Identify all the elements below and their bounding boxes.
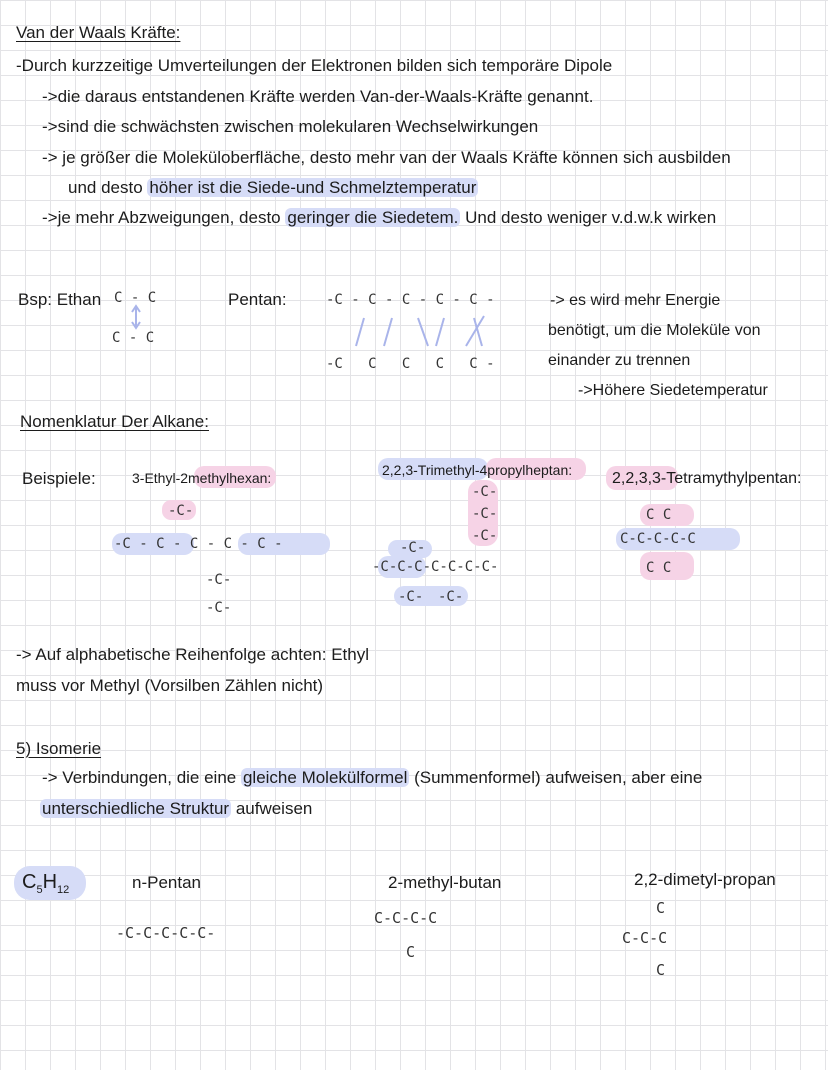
heptan-bottom-2: -C- (438, 589, 464, 605)
vdw-line5-highlight: höher ist die Siede-und Schmelztemperatur (149, 178, 477, 197)
pentan-row2: -C C C C C - (326, 356, 495, 372)
vdw-line3: ->sind die schwächsten zwischen molekularen Wechselwirkungen (42, 117, 539, 136)
vdw-line6-highlight: geringer die Siedetem. (287, 208, 459, 227)
iso2-structure: C-C-C-C (374, 909, 438, 927)
beispiele-label: Beispiele: (22, 469, 96, 488)
formula-c: C (22, 871, 37, 893)
vdw-line5-text: und desto (68, 178, 148, 197)
note2: benötigt, um die Moleküle von (548, 322, 761, 339)
name-3-ethyl-2-methylhexan: 3-Ethyl-2methylhexan: (132, 470, 272, 486)
isomerie-line1-highlight: gleiche Molekülformel (242, 768, 408, 787)
iso3-structure: C-C-C (622, 929, 668, 947)
alphabet-note-2: muss vor Methyl (Vorsilben Zählen nicht) (16, 676, 324, 695)
heptan-main-chain: -C-C-C-C-C-C-C- (372, 559, 499, 575)
iso3-top: C (656, 899, 666, 917)
heptan-branch-2: -C- (472, 506, 498, 522)
formula-c5h12 (22, 871, 69, 901)
tetrapentan-main: C-C-C-C-C (620, 531, 696, 547)
isomerie-line2-highlight: unterschiedliche Struktur (42, 799, 230, 818)
vdw-line5 (68, 177, 478, 199)
pentan-label: Pentan: (228, 290, 287, 309)
ethan-row1: C - C (114, 290, 157, 306)
isomerie-title: 5) Isomerie (16, 739, 102, 758)
bsp-ethan-label: Bsp: Ethan (18, 290, 102, 309)
iso2-branch: C (406, 943, 416, 961)
hexan-sub-branch-2: -C- (206, 600, 232, 616)
formula-h-index: 12 (57, 884, 70, 896)
heptan-methyl-top: -C- (400, 540, 426, 556)
vdw-line1: -Durch kurzzeitige Umverteilungen der Elektronen bilden sich temporäre Dipole (16, 56, 613, 75)
vdw-line6 (42, 207, 716, 229)
vdw-title: Van der Waals Kräfte: (16, 23, 181, 42)
hexan-sub-branch-1: -C- (206, 572, 232, 588)
iso1-structure: -C-C-C-C-C- (116, 924, 216, 942)
vdw-line4: -> je größer die Moleküloberfläche, desto mehr van der Waals Kräfte können sich ausbilden (42, 148, 731, 167)
heptan-branch-1: -C- (472, 484, 498, 500)
heptan-branch-3: -C- (472, 528, 498, 544)
note4: ->Höhere Siedetemperatur (578, 382, 768, 399)
pentan-row1: -C - C - C - C - C - (326, 292, 495, 308)
formula-h: H (42, 871, 58, 893)
heptan-bottom-1: -C- (398, 589, 424, 605)
isomerie-line1 (42, 767, 702, 789)
vdw-line6-text: ->je mehr Abzweigungen, desto (42, 208, 286, 227)
vdw-line2: ->die daraus entstandenen Kräfte werden Van-der-Waals-Kräfte genannt. (42, 87, 594, 106)
tetrapentan-bottom: C C (646, 560, 672, 576)
note1: -> es wird mehr Energie (550, 292, 721, 309)
name-tetramethylpentan: 2,2,3,3-Tetramythylpentan: (612, 470, 802, 487)
name-trimethylpropylheptan: 2,2,3-Trimethyl-4propylheptan: (382, 462, 573, 478)
iso2-name: 2-methyl-butan (388, 873, 502, 892)
nomenklatur-title: Nomenklatur Der Alkane: (20, 412, 209, 431)
vdw-line6-rest: Und desto weniger v.d.w.k wirken (460, 208, 717, 227)
hexan-main-chain: -C - C - C - C - C - (114, 536, 283, 552)
tetrapentan-top: C C (646, 507, 672, 523)
formula-c-index: 5 (36, 884, 43, 896)
ethan-row2: C - C (112, 330, 155, 346)
iso3-name: 2,2-dimetyl-propan (634, 870, 776, 889)
isomerie-line2-rest: aufweisen (231, 799, 313, 818)
note3: einander zu trennen (548, 352, 691, 369)
isomerie-line2 (40, 798, 312, 820)
iso3-bottom: C (656, 961, 666, 979)
hexan-top-branch: -C- (168, 503, 194, 519)
isomerie-line1-text: -> Verbindungen, die eine (42, 768, 241, 787)
isomerie-line1-rest: (Summenformel) aufweisen, aber eine (409, 768, 703, 787)
alphabet-note-1: -> Auf alphabetische Reihenfolge achten: Ethyl (16, 645, 369, 664)
iso1-name: n-Pentan (132, 873, 201, 892)
